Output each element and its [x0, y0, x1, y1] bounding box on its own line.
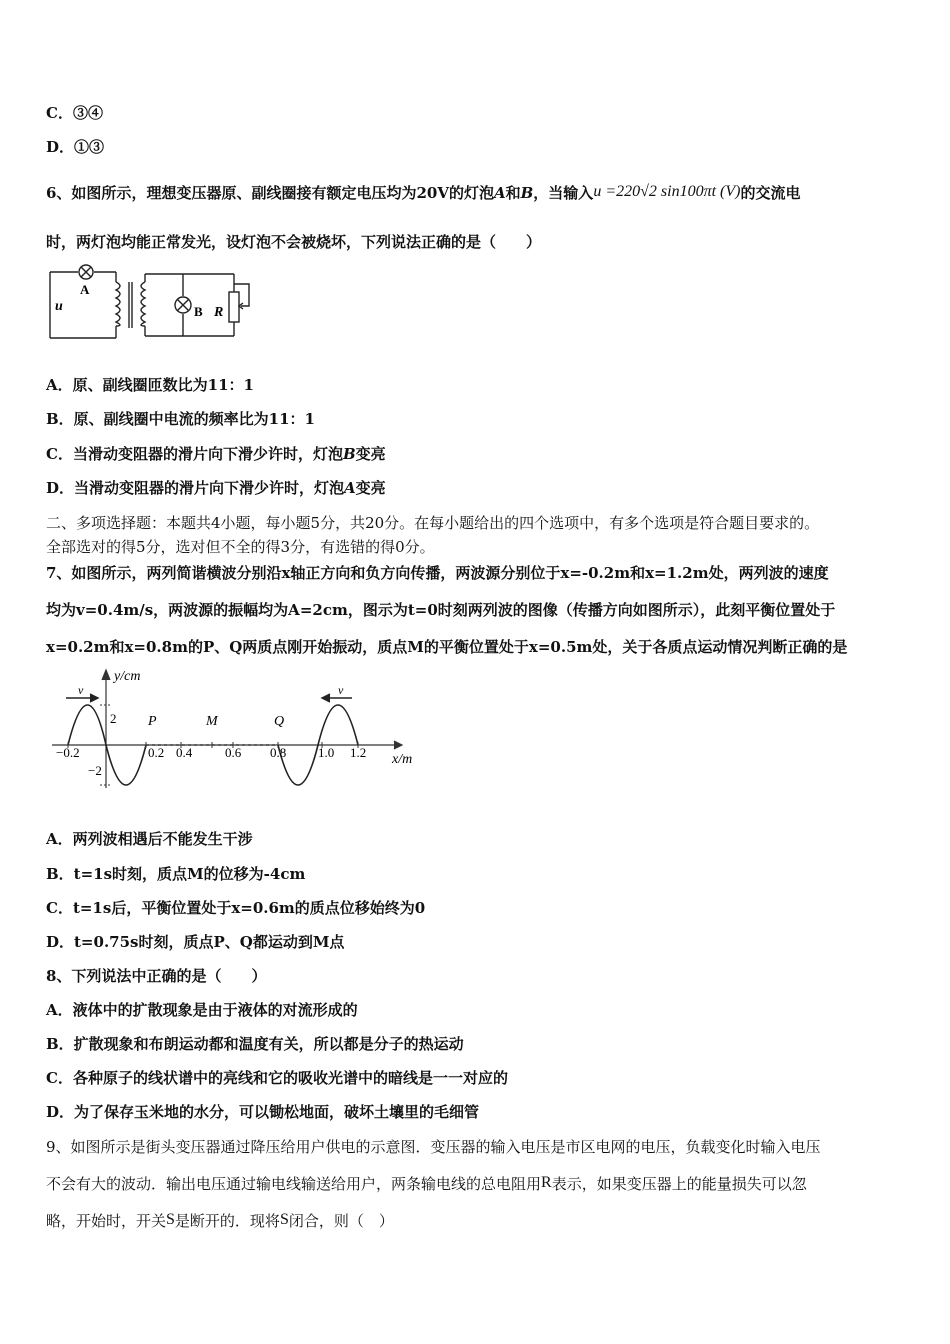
q7-x-tick-5: 1.0: [318, 745, 335, 760]
q6-option-c-lamp: B: [342, 445, 356, 463]
q7-option-d: D．t=0.75s时刻，质点P、Q都运动到M点: [46, 933, 345, 951]
q6-option-c: [46, 444, 386, 464]
q9-r-symbol: R: [541, 1174, 552, 1191]
q9-line3-text3: 闭合，则（ ）: [288, 1212, 394, 1230]
q9-stem-line2: [46, 1173, 807, 1194]
q9-line2-text1: 不会有大的波动．输出电压通过输电线输送给用户，两条输电线的总电阻用: [46, 1175, 542, 1193]
q6-option-d-text: D．当滑动变阻器的滑片向下滑少许时，灯泡: [46, 479, 345, 497]
q6-lamp-a-symbol: [79, 265, 93, 279]
q8-option-d: D．为了保存玉米地的水分，可以锄松地面，破坏土壤里的毛细管: [46, 1103, 480, 1121]
q6-stem-line2: 时，两灯泡均能正常发光，设灯泡不会被烧坏，下列说法正确的是（ ）: [46, 233, 542, 251]
q6-label-r: R: [214, 305, 224, 320]
q8-option-a: A．液体中的扩散现象是由于液体的对流形成的: [46, 1001, 358, 1019]
q7-stem-line3: x=0.2m和x=0.8m的P、Q两质点刚开始振动，质点M的平衡位置处于x=0.5m处，关于各质点运动情况判断正确的是: [46, 638, 848, 656]
q7-x-tick-3: 0.6: [225, 745, 242, 760]
q7-x-label: x/m: [392, 752, 413, 767]
q6-stem-text1: 6、如图所示，理想变压器原、副线圈接有额定电压均为20V的灯泡: [46, 184, 494, 202]
q7-x-tick-1: 0.2: [148, 745, 165, 760]
q6-option-a: A．原、副线圈匝数比为11：1: [46, 376, 254, 394]
q7-option-b: B．t=1s时刻，质点M的位移为-4cm: [46, 865, 306, 883]
q6-circuit-diagram: [44, 262, 256, 346]
section2-heading-line1: 二、多项选择题：本题共4小题，每小题5分，共20分。在每小题给出的四个选项中，有多个选项是符合题目要求的。: [46, 514, 820, 532]
q7-y-tick-top: 2: [110, 711, 117, 726]
q8-option-c: C．各种原子的线状谱中的亮线和它的吸收光谱中的暗线是一一对应的: [46, 1069, 508, 1087]
q7-v-left: v: [78, 683, 84, 697]
q7-point-q: Q: [274, 714, 285, 729]
q6-option-c-text: C．当滑动变阻器的滑片向下滑少许时，灯泡: [46, 445, 343, 463]
q6-and: 和: [505, 184, 521, 202]
q6-option-d-lamp: A: [344, 479, 356, 497]
q6-stem-line1: [46, 182, 800, 203]
q7-x-tick-6: 1.2: [350, 745, 367, 760]
q7-x-tick-2: 0.4: [176, 745, 193, 760]
q7-y-tick-bottom: −2: [88, 763, 102, 778]
q9-s-symbol: S: [166, 1211, 175, 1228]
q9-stem-line3: [46, 1210, 394, 1231]
q6-label-u: u: [55, 299, 63, 314]
q9-line3-text2: 是断开的．现将: [174, 1212, 280, 1230]
q6-lamp-b-symbol: [175, 297, 191, 313]
q7-x-tick-0: −0.2: [56, 745, 80, 760]
q8-stem: 8、下列说法中正确的是（ ）: [46, 967, 267, 985]
q6-option-c-end: 变亮: [355, 445, 386, 463]
q7-stem-line1: 7、如图所示，两列简谐横波分别沿x轴正方向和负方向传播，两波源分别位于x=-0.2m和x=1.2m处，两列波的速度: [46, 564, 829, 582]
q8-option-b: B．扩散现象和布朗运动都和温度有关，所以都是分子的热运动: [46, 1035, 464, 1053]
q9-line2-text2: 表示，如果变压器上的能量损失可以忽: [551, 1175, 807, 1193]
q7-option-c: C．t=1s后，平衡位置处于x=0.6m的质点位移始终为0: [46, 899, 426, 917]
q6-lamp-b: B: [520, 184, 534, 202]
q6-label-a: A: [80, 282, 90, 297]
q6-formula: u =220√2 sin100πt (V): [593, 183, 741, 200]
q6-option-b: B．原、副线圈中电流的频率比为11：1: [46, 410, 315, 428]
q6-label-b: B: [194, 304, 203, 319]
q7-point-p: P: [148, 714, 157, 729]
q7-wave-graph: [48, 660, 428, 795]
q6-stem-text3: 的交流电: [740, 184, 801, 202]
option-c-prev: C．③④: [46, 104, 103, 122]
q9-stem-line1: 9、如图所示是街头变压器通过降压给用户供电的示意图．变压器的输入电压是市区电网的电压，负载变化时输入电压: [46, 1138, 821, 1156]
q9-s-symbol-2: S: [279, 1211, 289, 1228]
q6-lamp-a: A: [493, 184, 506, 202]
q7-stem-line2: 均为v=0.4m/s，两波源的振幅均为A=2cm，图示为t=0时刻两列波的图像（传播方向如图所示），此刻平衡位置处于: [46, 601, 836, 619]
q9-line3-text1: 略，开始时，开关: [46, 1212, 167, 1230]
q7-option-a: A．两列波相遇后不能发生干涉: [46, 830, 253, 848]
q7-y-label: y/cm: [114, 669, 141, 684]
section2-heading-line2: 全部选对的得5分，选对但不全的得3分，有选错的得0分。: [46, 538, 435, 556]
q6-option-d: [46, 478, 386, 498]
q6-stem-text2: ，当输入: [533, 184, 594, 202]
q7-v-right: v: [338, 683, 344, 697]
q7-x-tick-4: 0.8: [270, 745, 287, 760]
option-d-prev: D．①③: [46, 138, 105, 156]
q7-point-m: M: [206, 714, 218, 729]
q6-option-d-end: 变亮: [355, 479, 386, 497]
